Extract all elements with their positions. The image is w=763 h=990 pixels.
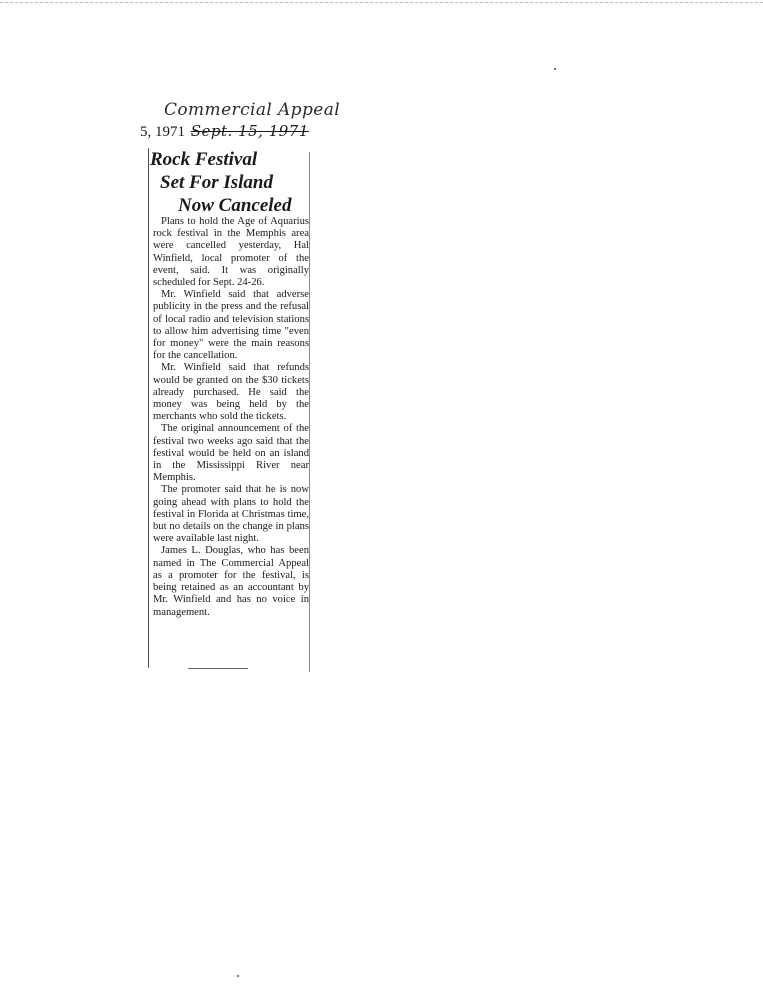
paragraph: The promoter said that he is now going ahead with plans to hold the festival in Florida at Christmas time, but no details on the change in plans were available last night. — [153, 484, 309, 545]
article-body — [153, 216, 309, 619]
scan-speck — [237, 975, 239, 977]
column-rule-left — [148, 148, 149, 668]
headline-line-1: Rock Festival — [150, 149, 258, 170]
newspaper-clipping — [140, 100, 341, 680]
paragraph: James L. Douglas, who has been named in The Commercial Appeal as a promoter for the festival, is being retained as an accountant by Mr. Winfield and has no voice in management. — [153, 545, 309, 618]
scan-edge-line — [0, 2, 763, 3]
paragraph: Plans to hold the Age of Aquarius rock festival in the Memphis area were cancelled yesterday, Hal Winfield, local promoter of the event, said. It was originally scheduled for Sept. 24-26. — [153, 216, 309, 289]
paragraph: The original announcement of the festival two weeks ago said that the festival would be held on an island in the Mississippi River near Memphis. — [153, 423, 309, 484]
headline-line-2: Set For Island — [160, 172, 273, 193]
paragraph: Mr. Winfield said that adverse publicity in the press and the refusal of local radio and television stations to allow him advertising time "even for money" were the main reasons for the cancellation. — [153, 289, 309, 362]
handwritten-date: Sept. 15, 1971 — [190, 122, 309, 140]
handwritten-source: Commercial Appeal — [164, 100, 341, 120]
end-rule — [188, 668, 248, 669]
headline — [150, 148, 310, 217]
scan-speck — [554, 68, 556, 70]
column-rule-right — [309, 152, 310, 672]
printed-date: 5, 1971 — [140, 124, 185, 140]
paragraph: Mr. Winfield said that refunds would be granted on the $30 tickets already purchased. He said the money was being held by the merchants who sold the tickets. — [153, 362, 309, 423]
headline-line-3: Now Canceled — [178, 195, 292, 216]
dateline — [140, 122, 309, 141]
